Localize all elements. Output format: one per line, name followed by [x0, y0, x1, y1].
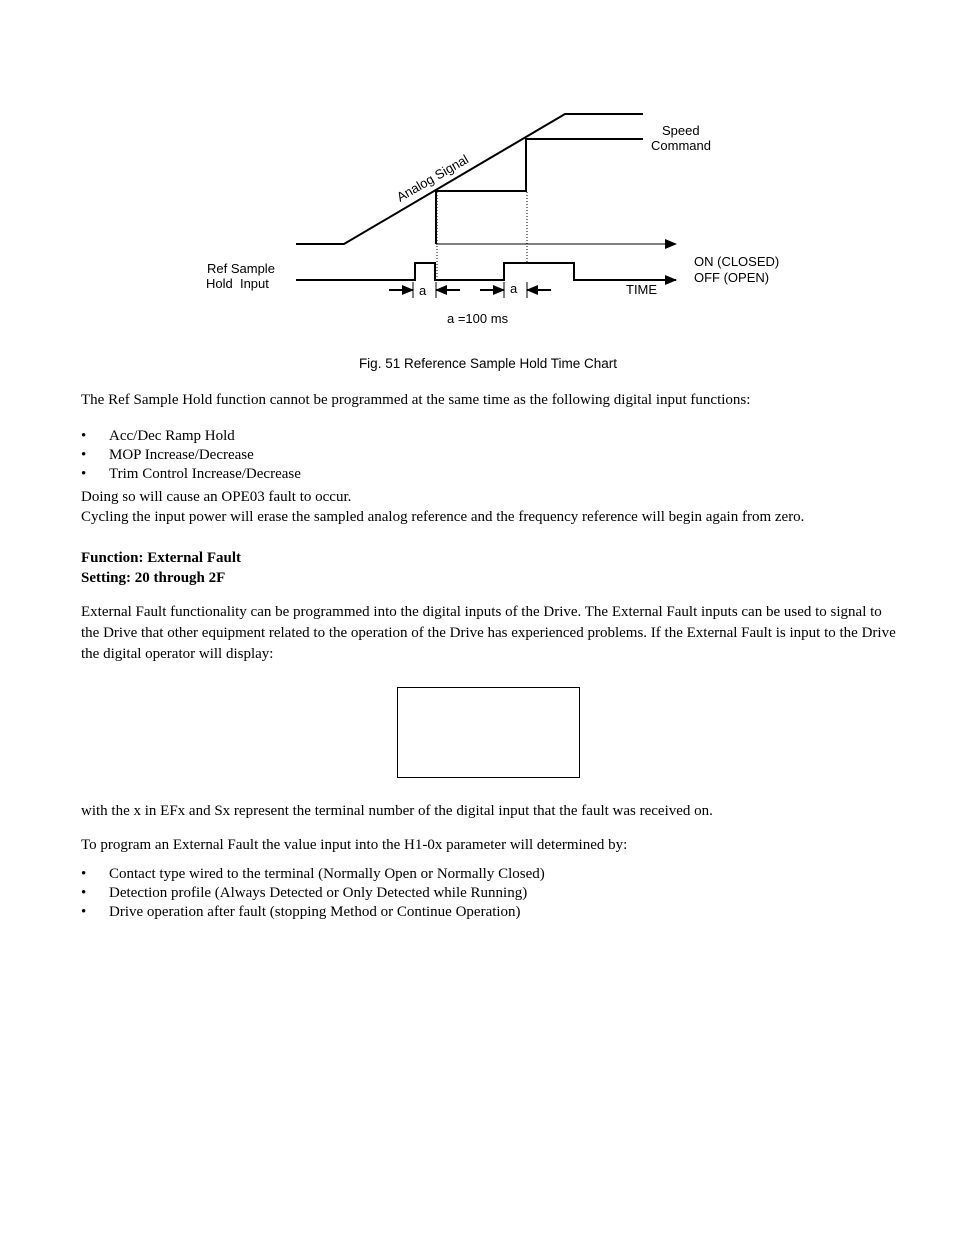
- ref-sample-hold-pulses: [296, 263, 662, 280]
- sample-hold-timing-chart: [0, 0, 954, 350]
- intro-paragraph: The Ref Sample Hold function cannot be programmed at the same time as the following digital input functions:: [81, 392, 751, 408]
- bullet-icon: •: [81, 447, 87, 464]
- list-item: • Drive operation after fault (stopping Method or Continue Operation): [81, 903, 896, 922]
- bullet-icon: •: [81, 904, 87, 921]
- figure-caption: Fig. 51 Reference Sample Hold Time Chart: [358, 356, 618, 371]
- digital-operator-display: [397, 687, 580, 778]
- analog-signal-label: Analog Signal: [394, 151, 471, 205]
- ref-sample-label-2: Hold Input: [206, 276, 269, 291]
- bullet-icon: •: [81, 428, 87, 444]
- ope03-note: Doing so will cause an OPE03 fault to occur.: [81, 489, 352, 505]
- external-fault-description: External Fault functionality can be programmed into the digital inputs of the Drive. The External Fault inputs can be used to signal to the Drive that other equipment related to the operation of the Drive has experienced problems. If the External Fault is input to the Drive the digital operator will display:: [81, 604, 896, 662]
- pulse-width-note: a =100 ms: [447, 311, 509, 326]
- bullet-icon: •: [81, 866, 87, 882]
- speed-command-label-2: Command: [651, 138, 711, 153]
- conflict-function-list: [81, 427, 896, 485]
- power-cycle-note: Cycling the input power will erase the sampled analog reference and the frequency reference will begin again from zero.: [81, 509, 805, 525]
- speed-command-line: [436, 139, 643, 244]
- program-intro: To program an External Fault the value input into the H1-0x parameter will determined by:: [81, 837, 628, 853]
- pulse-width-label-2: a: [510, 281, 518, 296]
- function-heading: Function: External Fault: [81, 550, 241, 566]
- list-item: • MOP Increase/Decrease: [81, 446, 896, 465]
- terminal-note: with the x in EFx and Sx represent the terminal number of the digital input that the fault was received on.: [81, 803, 713, 819]
- bullet-icon: •: [81, 885, 87, 902]
- off-open-label: OFF (OPEN): [694, 270, 770, 285]
- program-criteria-list: [81, 865, 896, 923]
- analog-signal-line: [296, 114, 643, 244]
- pulse-width-label-1: a: [419, 283, 427, 298]
- list-item: • Detection profile (Always Detected or Only Detected while Running): [81, 884, 896, 903]
- speed-command-label-1: Speed: [662, 123, 700, 138]
- list-item: • Trim Control Increase/Decrease: [81, 465, 896, 484]
- time-axis-label: TIME: [626, 282, 658, 297]
- list-item: • Acc/Dec Ramp Hold: [81, 427, 896, 446]
- list-item: • Contact type wired to the terminal (Normally Open or Normally Closed): [81, 865, 896, 884]
- on-closed-label: ON (CLOSED): [694, 254, 780, 269]
- ref-sample-label-1: Ref Sample: [207, 261, 275, 276]
- setting-heading: Setting: 20 through 2F: [81, 570, 226, 586]
- bullet-icon: •: [81, 466, 87, 483]
